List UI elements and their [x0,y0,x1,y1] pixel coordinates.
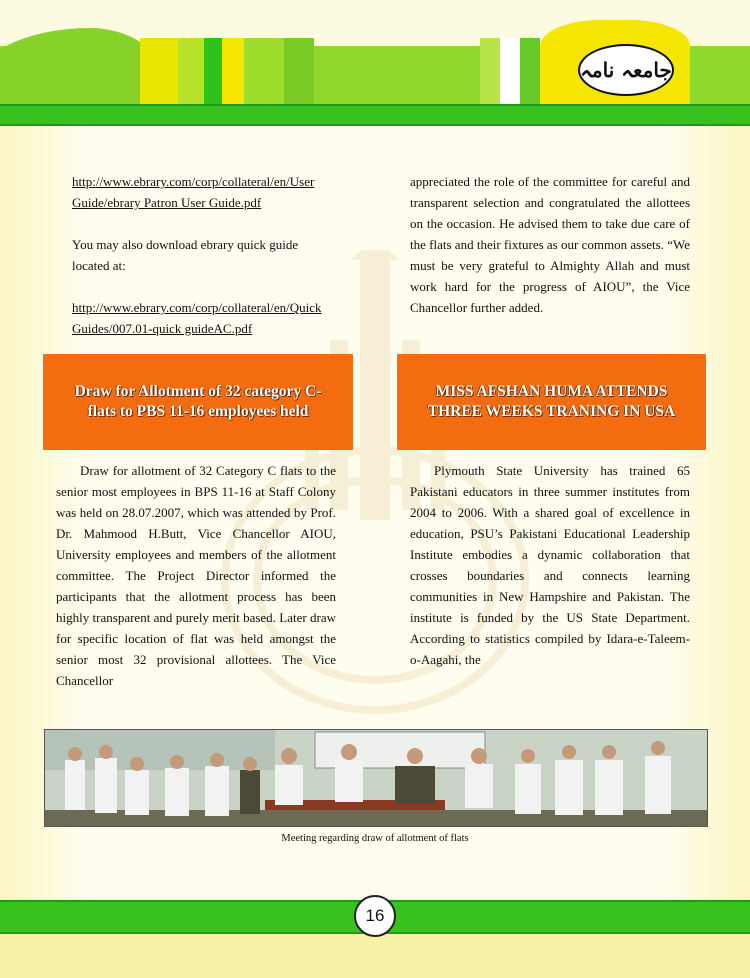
left-heading-text: Draw for Allotment of 32 category C-flats to PBS 11-16 employees held [74,383,322,420]
photo-caption: Meeting regarding draw of allotment of flats [281,833,469,844]
header-stripe [244,38,284,104]
header-stripe [204,38,222,104]
page-header [0,0,750,126]
download-note: You may also download ebrary quick guide located at: [72,237,299,273]
meeting-photo [44,729,708,827]
meeting-photo-illustration [45,730,707,826]
header-stripe [284,38,314,104]
page-number: 16 [354,895,396,937]
logo-text: جامعہ نامہ [580,58,672,82]
vc-remarks-paragraph: appreciated the role of the committee for careful and transparent selection and congratulated the allottees on the occasion. He advised them to take due care of the flats and their fixtures as our common assets. “We must be very grateful to Almighty Allah and must work hard for the progress of AIOU”, the Vice Chancellor further added. [410,174,690,315]
right-top-column [410,171,690,318]
ebrary-quick-guide-link[interactable]: http://www.ebrary.com/corp/collateral/en/Quick Guides/007.01-quick guideAC.pdf [72,300,322,336]
header-green-strip [0,104,750,126]
magazine-logo [578,44,674,96]
ebrary-user-guide-link[interactable]: http://www.ebrary.com/corp/collateral/en/User Guide/ebrary Patron User Guide.pdf [72,174,315,210]
header-stripe [140,38,178,104]
right-article-heading [397,354,706,450]
header-stripe [500,38,520,104]
header-stripe [480,38,500,104]
left-top-column [72,171,336,339]
left-body-column [56,460,336,691]
left-article-heading [43,354,353,450]
header-stripe [178,38,204,104]
training-article-body: Plymouth State University has trained 65 Pakistani educators in three summer institutes from 2004 to 2006. With a shared goal of excellence in education, PSU’s Pakistani Educational Leadership Institute embodies a dynamic collaboration that crosses boundaries and connects learning communities in New Hampshire and Pakistan. The institute is funded by the US State Department. According to statistics compiled by Idara-e-Taleem-o-Aagahi, the [410,463,690,667]
right-heading-text: MISS AFSHAN HUMA ATTENDS THREE WEEKS TRANING IN USA [427,383,676,420]
right-body-column [410,460,690,670]
allotment-article-body: Draw for allotment of 32 Category C flats to the senior most employees in BPS 11-16 at Staff Colony was held on 28.07.2007, which was attended by Prof. Dr. Mahmood H.Butt, Vice Chancellor AIOU, University employees and members of the allotment committee. The Project Director informed the participants that the allotment process has been highly transparent and purely merit based. Later draw for specific location of flat was held amongst the senior most 32 provisional allottees. The Vice Chancellor [56,463,336,688]
header-stripe [222,38,244,104]
header-stripe [520,38,540,104]
footer-band [0,934,750,978]
